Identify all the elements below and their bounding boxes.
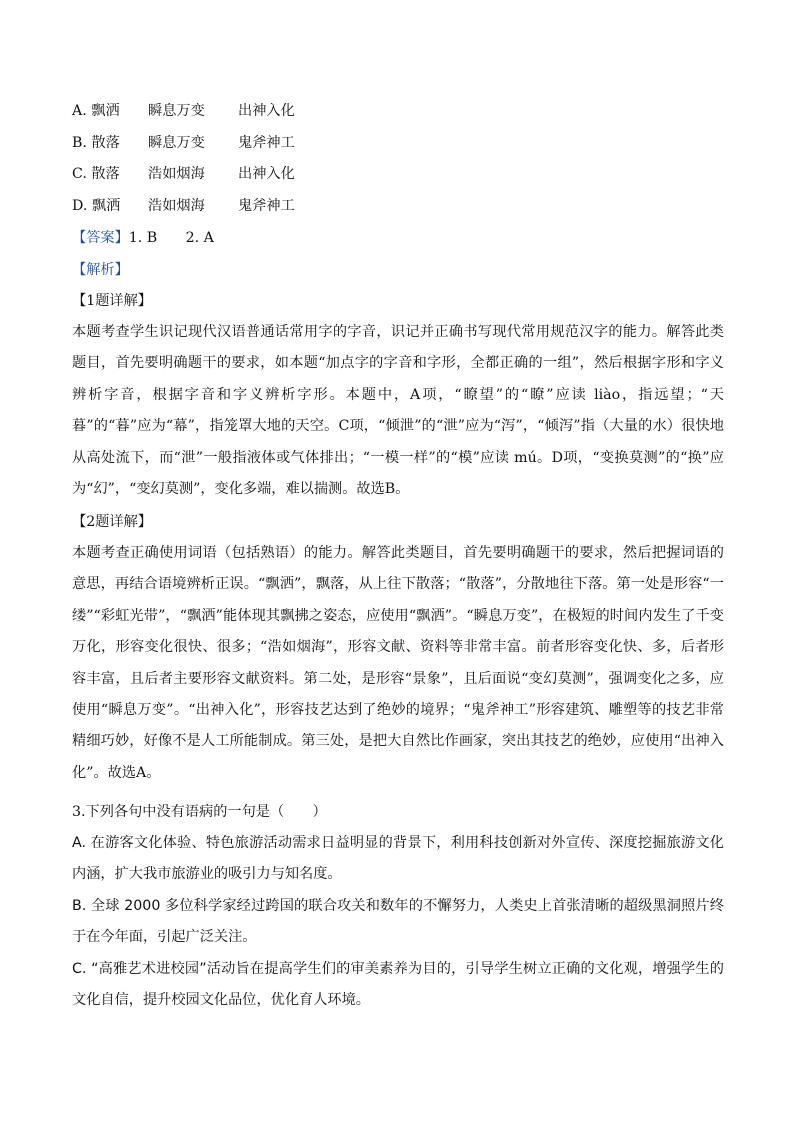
answer-tag: 【答案】: [72, 230, 129, 246]
answer-text: 1. B 2. A: [128, 230, 214, 246]
analysis-tag: 【解析】: [72, 262, 129, 278]
option-b-word2: 瞬息万变: [148, 135, 205, 151]
option-b-word3: 鬼斧神工: [238, 135, 295, 151]
question3-option-a: A. 在游客文化体验、特色旅游活动需求日益明显的背景下，利用科技创新对外宣传、深度挖掘旅游文化内涵，扩大我市旅游业的吸引力与知名度。: [72, 835, 724, 883]
question3-option-c: C. “高雅艺术进校园”活动旨在提高学生们的审美素养为目的，引导学生树立正确的文化观，增强学生的文化自信，提升校园文化品位，优化育人环境。: [72, 961, 724, 1009]
option-a-word1: A. 飘洒: [72, 103, 120, 119]
detail1-paragraph: 本题考查学生识记现代汉语普通话常用字的字音，识记并正确书写现代常用规范汉字的能力。解答此类题目，首先要明确题干的要求，如本题“加点字的字音和字形，全都正确的一组”，然后根据字形和字义辨析字音，根据字音和字义辨析字形。本题中，A项，“瞭望”的“瞭”应读 liào，指远望；“天暮”的“暮”应为“幕”，指笼罩大地的天空。C项，“倾泄”的“泄”应为“泻”，“倾泻”指（大量的水）很快地从高处流下，而“泄”一般指液体或气体排出；“一模一样”的“模”应读 mú。D项，“变换莫测”的“换”应为“幻”，“变幻莫测”，变化多端，难以揣测。故选B。: [72, 324, 724, 498]
option-c-word1: C. 散落: [72, 166, 120, 182]
option-c-word3: 出神入化: [238, 166, 295, 182]
question3-option-b: B. 全球 2000 多位科学家经过跨国的联合攻关和数年的不懈努力，人类史上首张清晰的超级黑洞照片终于在今年面，引起广泛关注。: [72, 898, 724, 946]
option-d-word1: D. 飘洒: [72, 198, 121, 214]
answer-line: [72, 228, 214, 248]
analysis-line: [72, 260, 129, 280]
detail2-heading: 【2题详解】: [72, 514, 152, 530]
option-a-word2: 瞬息万变: [148, 103, 205, 119]
question3-stem: 3.下列各句中没有语病的一句是（ ）: [72, 804, 327, 820]
option-b-word1: B. 散落: [72, 135, 120, 151]
option-a-word3: 出神入化: [238, 103, 295, 119]
option-d-word2: 浩如烟海: [148, 198, 205, 214]
detail2-paragraph: 本题考查正确使用词语（包括熟语）的能力。解答此类题目，首先要明确题干的要求，然后把握词语的意思，再结合语境辨析正误。“飘洒”，飘落，从上往下散落；“散落”，分散地往下落。第一处是形容“一缕”“彩虹光带”，“飘洒”能体现其飘拂之姿态，应使用“飘洒”。“瞬息万变”，在极短的时间内发生了千变万化，形容变化很快、很多；“浩如烟海”，形容文献、资料等非常丰富。前者形容变化快、多，后者形容丰富，且后者主要形容文献资料。第二处，是形容“景象”，且后面说“变幻莫测”，强调变化之多，应使用“瞬息万变”。“出神入化”，形容技艺达到了绝妙的境界；“鬼斧神工”形容建筑、雕塑等的技艺非常精细巧妙，好像不是人工所能制成。第三处，是把大自然比作画家，突出其技艺的绝妙，应使用“出神入化”。故选A。: [72, 545, 724, 781]
detail1-heading: 【1题详解】: [72, 293, 152, 309]
option-c-word2: 浩如烟海: [148, 166, 205, 182]
option-d-word3: 鬼斧神工: [238, 198, 295, 214]
